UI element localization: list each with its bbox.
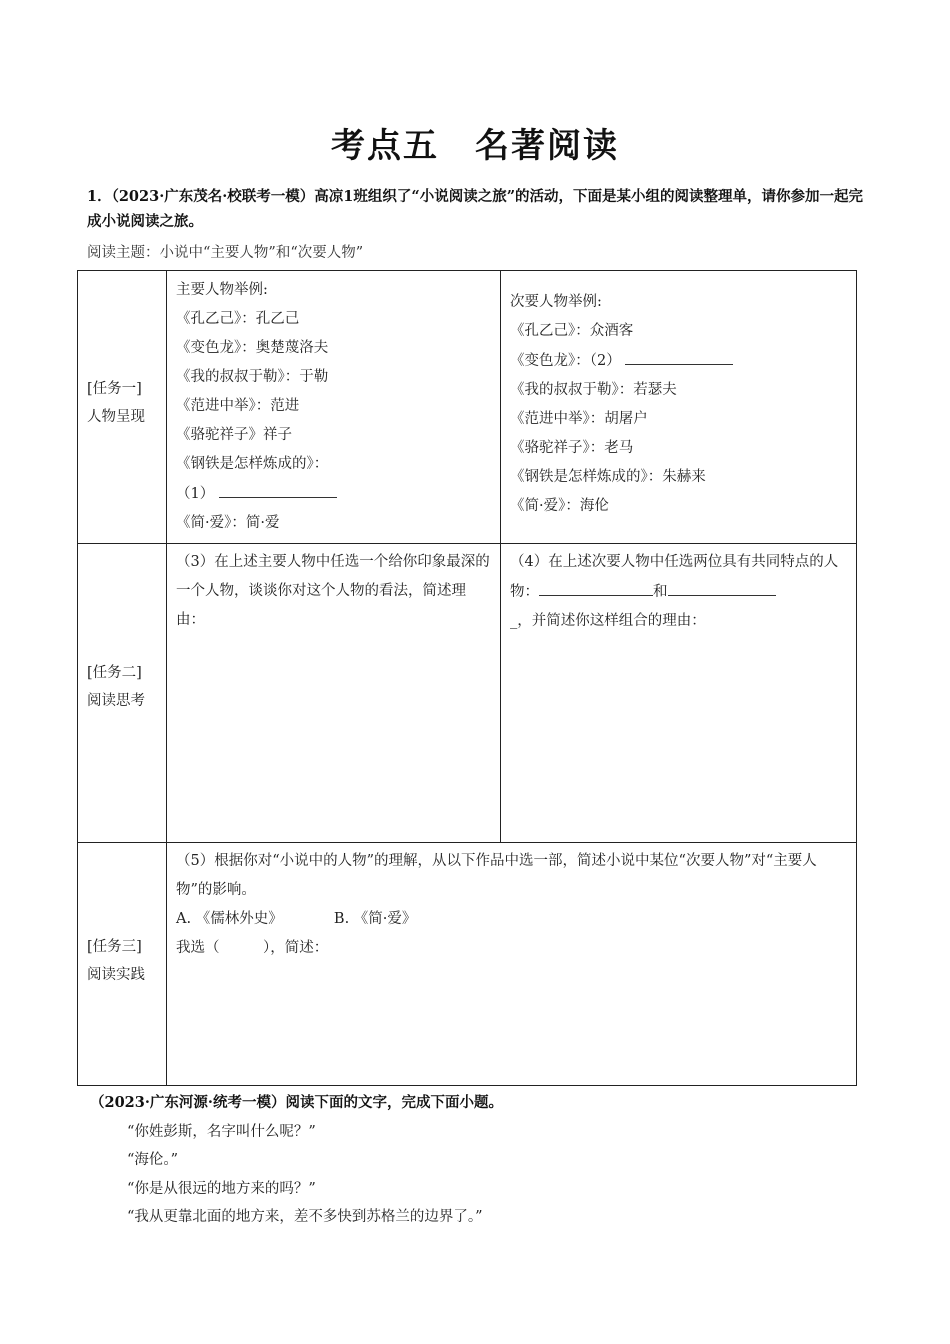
passage-line: “海伦。” bbox=[127, 1152, 179, 1168]
main-character-item: 《简·爱》：简·爱 bbox=[176, 515, 280, 531]
blank-3-line[interactable] bbox=[539, 577, 653, 596]
minor-character-item: 《范进中举》：胡屠户 bbox=[510, 411, 648, 427]
blank-1-label: （1） bbox=[176, 486, 215, 502]
main-character-item: 《我的叔叔于勒》：于勒 bbox=[176, 369, 329, 385]
question-4-suffix: _，并简述你这样组合的理由： bbox=[510, 613, 706, 629]
question-3-prompt: （3）在上述主要人物中任选一个给你印象最深的一个人物，谈谈你对这个人物的看法，简述理由： bbox=[176, 554, 490, 628]
minor-characters-cell bbox=[501, 271, 857, 544]
passage-line: “你是从很远的地方来的吗？” bbox=[127, 1180, 316, 1197]
task-1-row bbox=[78, 271, 857, 544]
task-table bbox=[77, 270, 857, 1086]
question-4-prompt: （4）在上述次要人物中任选两位具有共同特点的人物： bbox=[510, 554, 839, 600]
main-character-item: 《范进中举》：范进 bbox=[176, 398, 300, 414]
minor-character-item: 《孔乙己》：众酒客 bbox=[510, 323, 634, 339]
blank-2-line[interactable] bbox=[625, 346, 733, 365]
task-1-label: [任务一] bbox=[87, 381, 142, 397]
task-2-label: [任务二] bbox=[87, 665, 142, 681]
task-3-sublabel: 阅读实践 bbox=[87, 967, 145, 983]
question-4-and: 和 bbox=[653, 584, 668, 600]
task-3-label: [任务三] bbox=[87, 939, 142, 955]
task-1-label-cell bbox=[78, 271, 167, 544]
task-3-row bbox=[78, 843, 857, 1086]
question-5-options bbox=[176, 905, 847, 934]
task-2-label-cell bbox=[78, 544, 167, 843]
main-character-item: 《骆驼祥子》祥子 bbox=[176, 427, 292, 443]
task-2-sublabel: 阅读思考 bbox=[87, 693, 145, 709]
pairing-answer-cell[interactable] bbox=[501, 544, 857, 843]
blank-2-label: 《变色龙》：（2） bbox=[510, 353, 621, 369]
minor-characters-heading: 次要人物举例: bbox=[510, 294, 602, 310]
passage-line: “你姓彭斯，名字叫什么呢？” bbox=[127, 1123, 316, 1140]
reading-passage bbox=[90, 1089, 870, 1232]
question-5-prompt: （5）根据你对“小说中的人物”的理解，从以下作品中选一部，简述小说中某位“次要人物”对“主要人物”的影响。 bbox=[176, 853, 817, 898]
option-a[interactable]: A. 《儒林外史》 bbox=[176, 911, 283, 927]
answer-blank-1[interactable] bbox=[176, 479, 491, 509]
practice-answer-cell[interactable] bbox=[167, 843, 857, 1086]
main-character-item: 《孔乙己》：孔乙己 bbox=[176, 311, 300, 327]
passage-intro: （2023·广东河源·统考一模）阅读下面的文字，完成下面小题。 bbox=[90, 1094, 503, 1111]
minor-character-item: 《钢铁是怎样炼成的》：朱赫来 bbox=[510, 469, 706, 485]
task-3-label-cell bbox=[78, 843, 167, 1086]
minor-character-item: 《我的叔叔于勒》：若瑟夫 bbox=[510, 382, 677, 398]
task-1-sublabel: 人物呈现 bbox=[87, 409, 145, 425]
task-2-row bbox=[78, 544, 857, 843]
blank-4-line[interactable] bbox=[668, 577, 776, 596]
blank-1-line[interactable] bbox=[219, 479, 337, 498]
minor-character-item: 《骆驼祥子》：老马 bbox=[510, 440, 634, 456]
answer-blank-2[interactable] bbox=[510, 346, 847, 376]
main-characters-cell bbox=[167, 271, 501, 544]
question-1-stem: 1．（2023·广东茂名·校联考一模）高凉1班组织了“小说阅读之旅”的活动，下面是某小组的阅读整理单，请你参加一起完成小说阅读之旅。 bbox=[87, 188, 864, 230]
minor-character-item: 《简·爱》：海伦 bbox=[510, 498, 609, 514]
main-character-item: 《变色龙》：奥楚蔑洛夫 bbox=[176, 340, 329, 356]
option-b[interactable]: B. 《简·爱》 bbox=[333, 911, 417, 927]
reading-theme: 阅读主题：小说中“主要人物”和“次要人物” bbox=[87, 245, 364, 261]
passage-line: “我从更靠北面的地方来，差不多快到苏格兰的边界了。” bbox=[127, 1209, 483, 1225]
main-character-item: 《钢铁是怎样炼成的》： bbox=[176, 456, 329, 472]
choice-line: 我选（ ），简述： bbox=[176, 940, 329, 956]
main-characters-heading: 主要人物举例: bbox=[176, 282, 268, 298]
page-title: 考点五 名著阅读 bbox=[331, 126, 619, 166]
reflection-answer-cell[interactable] bbox=[167, 544, 501, 843]
